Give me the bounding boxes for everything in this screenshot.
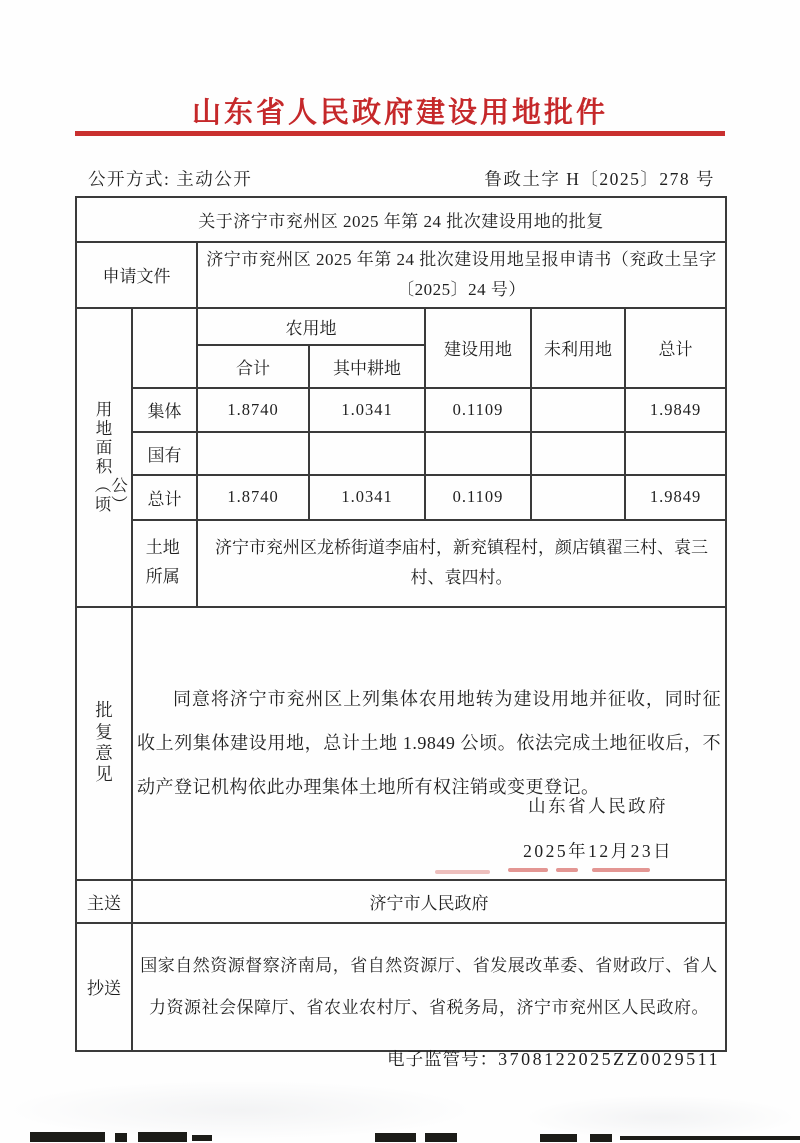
row-label-total: 总计 [132,475,197,520]
cell-total-subtotal: 1.8740 [197,475,309,520]
cell-collective-total: 1.9849 [625,388,726,432]
header-agri-subtotal: 合计 [197,345,309,388]
signature-date: 2025年12月23日 [523,841,674,861]
supervision-number-row [387,1046,720,1071]
title-double-rule [75,131,725,136]
cell-total-construction: 0.1109 [425,475,531,520]
scan-artifact-strip [375,1133,416,1142]
document-number: 鲁政土字 H〔2025〕278 号 [484,169,715,189]
table-row-approval [76,607,726,880]
approval-body: 同意将济宁市兖州区上列集体农用地转为建设用地并征收，同时征收上列集体建设用地，总计土地 1.9849 公顷。依法完成土地征收后，不动产登记机构依此办理集体土地所有权注销或变更登记。 [137,688,722,798]
cell-collective-subtotal: 1.8740 [197,388,309,432]
table-row-land-location [76,520,726,607]
meta-row [88,166,715,191]
table-row-main-recipient [76,880,726,923]
row-label-collective: 集体 [132,388,197,432]
scan-artifact-strip [115,1133,127,1142]
main-recipient-label: 主送 [76,880,132,923]
supervision-label: 电子监管号： [387,1049,499,1069]
approval-table [75,196,727,1052]
disclosure-method: 公开方式: 主动公开 [88,169,253,189]
red-seal-smudge [508,868,548,872]
cell-state-cultivated [309,432,425,475]
scan-artifact-strip [590,1134,612,1142]
signature-authority: 山东省人民政府 [528,795,669,816]
scan-artifact-strip [620,1136,800,1140]
document-subject: 关于济宁市兖州区 2025 年第 24 批次建设用地的批复 [76,197,726,242]
application-label: 申请文件 [76,242,197,308]
scan-shadow [0,1080,480,1140]
scan-artifact-strip [138,1132,187,1142]
land-location-value: 济宁市兖州区龙桥街道李庙村，新兖镇程村，颜店镇翟三村、袁三村、袁四村。 [197,520,726,607]
cell-state-construction [425,432,531,475]
table-row-collective [76,388,726,432]
red-seal-smudge [592,868,650,872]
signature-block [523,784,673,875]
table-row-state-owned [76,432,726,475]
approval-vertical-label-text: 批复意见 [95,700,113,785]
header-total: 总计 [625,308,726,388]
cell-collective-construction: 0.1109 [425,388,531,432]
header-construction: 建设用地 [425,308,531,388]
document-title: 山东省人民政府建设用地批件 [191,97,608,129]
supervision-number: 3708122025ZZ0029511 [498,1049,720,1069]
scan-artifact-strip [192,1135,212,1141]
land-location-label-text: 土地所属 [145,538,180,586]
cell-state-total [625,432,726,475]
cell-state-subtotal [197,432,309,475]
land-area-corner-cell [132,308,197,388]
scan-artifact-strip [540,1134,577,1142]
cell-total-cultivated: 1.0341 [309,475,425,520]
header-agricultural: 农用地 [197,308,425,345]
main-recipient-value: 济宁市人民政府 [132,880,726,923]
land-area-vertical-label-text: 用地面积︵公顷︶ [94,399,128,515]
red-seal-smudge [556,868,578,872]
row-label-state-owned: 国有 [132,432,197,475]
application-value: 济宁市兖州区 2025 年第 24 批次建设用地呈报申请书（兖政土呈字〔2025〕24 号） [197,242,726,308]
table-row-total [76,475,726,520]
cc-label: 抄送 [76,923,132,1051]
scan-artifact-strip [30,1132,105,1142]
cell-collective-unused [531,388,625,432]
cc-value: 国家自然资源督察济南局，省自然资源厅、省发展改革委、省财政厅、省人力资源社会保障厅、省农业农村厅、省税务局，济宁市兖州区人民政府。 [132,923,726,1051]
cell-total-unused [531,475,625,520]
header-agri-cultivated: 其中耕地 [309,345,425,388]
scan-artifact-strip [425,1133,457,1142]
cell-total-total: 1.9849 [625,475,726,520]
header-unused: 未利用地 [531,308,625,388]
table-row-cc [76,923,726,1051]
approval-content-cell [132,607,726,880]
red-seal-smudge [435,870,490,874]
cell-state-unused [531,432,625,475]
land-area-vertical-label [76,308,132,607]
cell-collective-cultivated: 1.0341 [309,388,425,432]
land-location-label [132,520,197,607]
approval-vertical-label [76,607,132,880]
